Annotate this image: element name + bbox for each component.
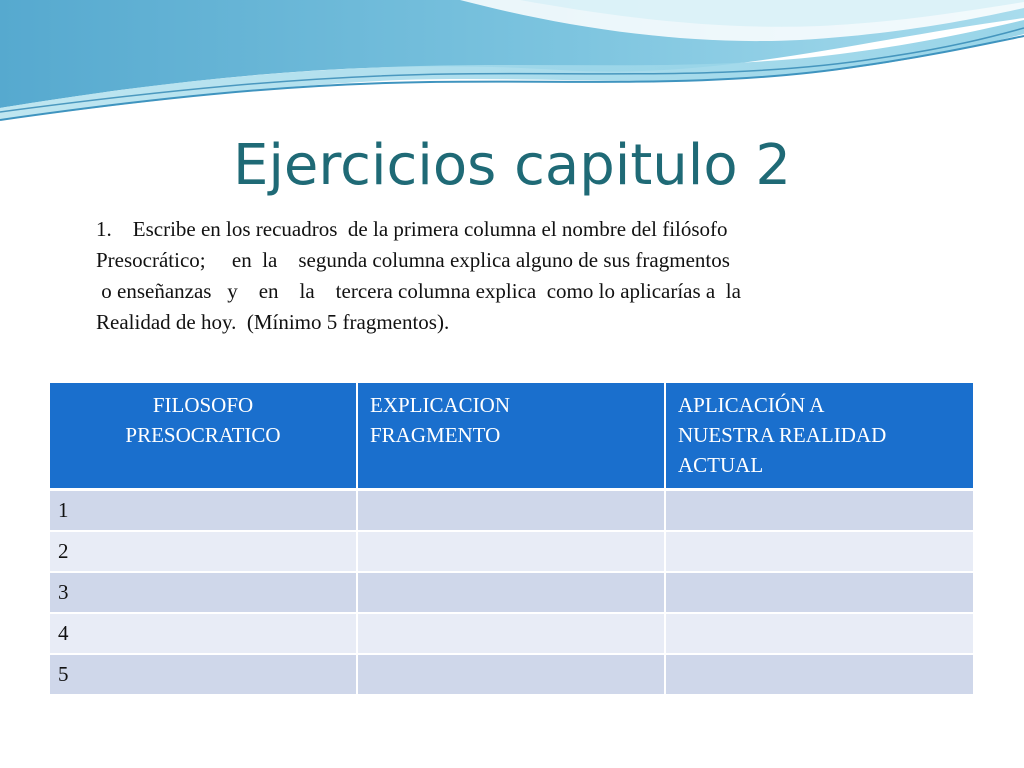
- cell-filosofo[interactable]: 4: [50, 613, 357, 654]
- wave-banner-decoration: [0, 0, 1024, 130]
- cell-aplicacion[interactable]: [665, 572, 973, 613]
- exercise-table-container: [50, 383, 973, 696]
- cell-filosofo[interactable]: 2: [50, 531, 357, 572]
- exercise-table: [50, 383, 973, 696]
- cell-aplicacion[interactable]: [665, 613, 973, 654]
- header-filosofo: FILOSOFO PRESOCRATICO: [50, 383, 357, 490]
- cell-explicacion[interactable]: [357, 490, 665, 531]
- cell-explicacion[interactable]: [357, 572, 665, 613]
- table-row: [50, 531, 973, 572]
- cell-explicacion[interactable]: [357, 531, 665, 572]
- instructions-text: 1. Escribe en los recuadros de la primera columna el nombre del filósofo Presocrático; en la segunda columna explica alguno de sus fragmentos o enseñanzas y en la tercera columna explica como lo aplicarías a la Realidad de hoy. (Mínimo 5 fragmentos).: [96, 217, 741, 334]
- cell-aplicacion[interactable]: [665, 490, 973, 531]
- table-row: [50, 490, 973, 531]
- cell-explicacion[interactable]: [357, 654, 665, 695]
- table-row: [50, 613, 973, 654]
- header-explicacion: EXPLICACION FRAGMENTO: [357, 383, 665, 490]
- cell-explicacion[interactable]: [357, 613, 665, 654]
- header-aplicacion: APLICACIÓN A NUESTRA REALIDAD ACTUAL: [665, 383, 973, 490]
- table-header-row: [50, 383, 973, 490]
- table-row: [50, 654, 973, 695]
- cell-filosofo[interactable]: 1: [50, 490, 357, 531]
- slide-title: Ejercicios capitulo 2: [232, 133, 792, 198]
- cell-filosofo[interactable]: 3: [50, 572, 357, 613]
- table-row: [50, 572, 973, 613]
- cell-aplicacion[interactable]: [665, 654, 973, 695]
- cell-aplicacion[interactable]: [665, 531, 973, 572]
- cell-filosofo[interactable]: 5: [50, 654, 357, 695]
